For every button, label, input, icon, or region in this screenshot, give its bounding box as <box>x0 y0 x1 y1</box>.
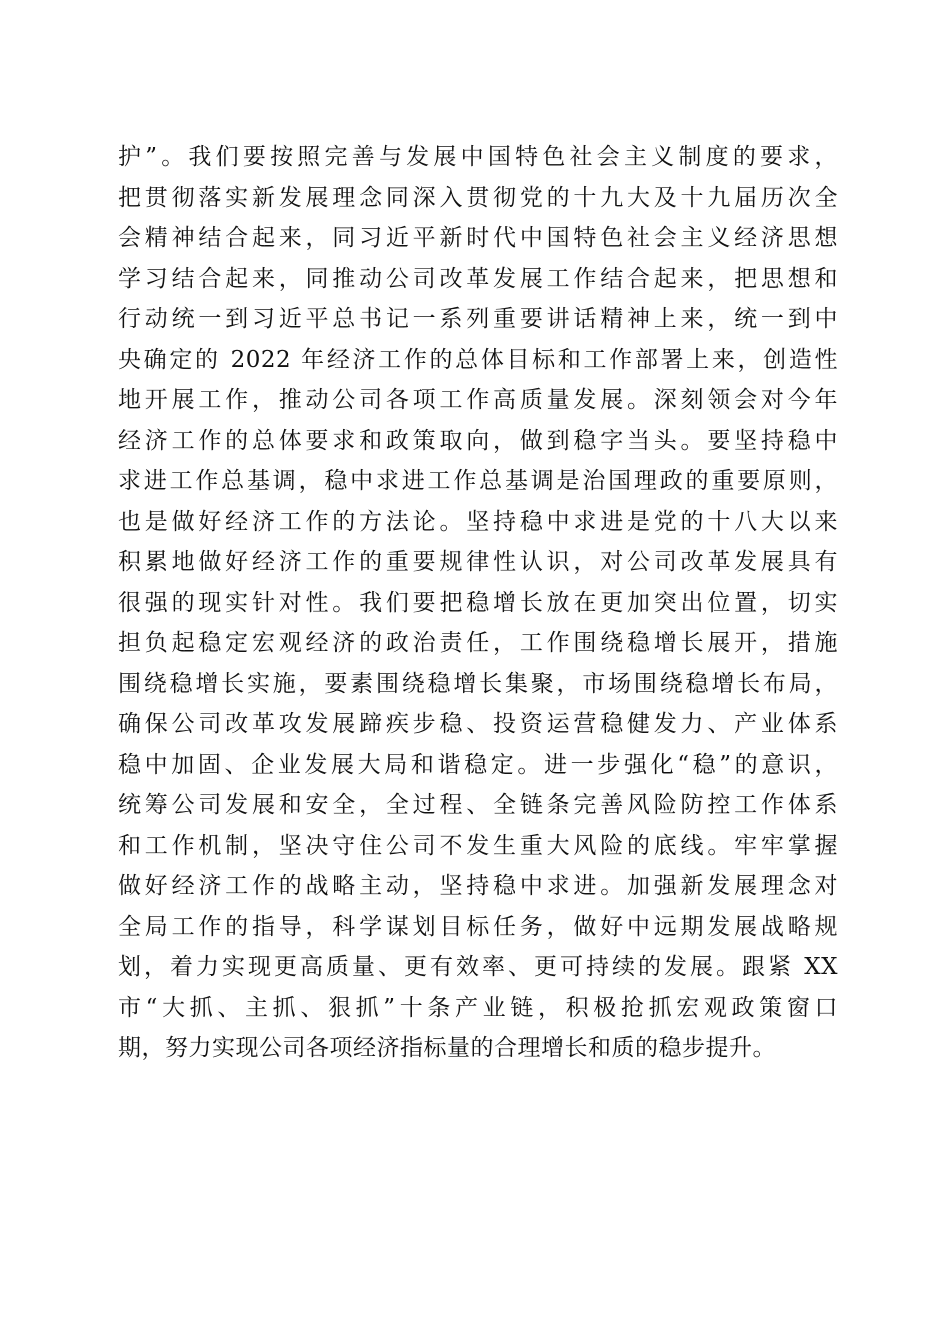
text-line: 全局工作的指导，科学谋划目标任务，做好中远期发展战略规 <box>118 913 838 940</box>
text-line: 把贯彻落实新发展理念同深入贯彻党的十九大及十九届历次全 <box>118 184 838 211</box>
text-line: 稳中加固、企业发展大局和谐稳定。进一步强化“稳”的意识， <box>118 751 838 778</box>
text-line: 央确定的 2022 年经济工作的总体目标和工作部署上来，创造性 <box>118 346 838 373</box>
text-line: 会精神结合起来，同习近平新时代中国特色社会主义经济思想 <box>118 225 838 251</box>
body-paragraph <box>118 137 838 1069</box>
text-line: 做好经济工作的战略主动，坚持稳中求进。加强新发展理念对 <box>118 873 838 899</box>
text-line: 积累地做好经济工作的重要规律性认识，对公司改革发展具有 <box>118 549 838 575</box>
text-line: 地开展工作，推动公司各项工作高质量发展。深刻领会对今年 <box>118 387 838 413</box>
text-line: 护”。我们要按照完善与发展中国特色社会主义制度的要求， <box>118 144 838 170</box>
text-line: 也是做好经济工作的方法论。坚持稳中求进是党的十八大以来 <box>118 508 838 535</box>
text-line: 围绕稳增长实施，要素围绕稳增长集聚，市场围绕稳增长布局， <box>118 670 838 697</box>
text-line-last: 期，努力实现公司各项经济指标量的合理增长和质的稳步提升。 <box>118 1035 776 1061</box>
text-line: 市“大抓、主抓、狠抓”十条产业链，积极抢抓宏观政策窗口 <box>118 994 838 1021</box>
text-line: 求进工作总基调，稳中求进工作总基调是治国理政的重要原则， <box>118 468 838 494</box>
text-line: 确保公司改革攻发展蹄疾步稳、投资运营稳健发力、产业体系 <box>118 711 838 737</box>
text-line: 很强的现实针对性。我们要把稳增长放在更加突出位置，切实 <box>118 589 838 616</box>
text-line: 行动统一到习近平总书记一系列重要讲话精神上来，统一到中 <box>118 306 838 332</box>
text-line: 划，着力实现更高质量、更有效率、更可持续的发展。跟紧 XX <box>118 954 838 980</box>
text-line: 统筹公司发展和安全，全过程、全链条完善风险防控工作体系 <box>118 792 838 818</box>
text-line: 担负起稳定宏观经济的政治责任，工作围绕稳增长展开，措施 <box>118 630 838 656</box>
text-line: 经济工作的总体要求和政策取向，做到稳字当头。要坚持稳中 <box>118 427 838 454</box>
text-line: 和工作机制，坚决守住公司不发生重大风险的底线。牢牢掌握 <box>118 832 838 859</box>
text-line: 学习结合起来，同推动公司改革发展工作结合起来，把思想和 <box>118 265 838 292</box>
